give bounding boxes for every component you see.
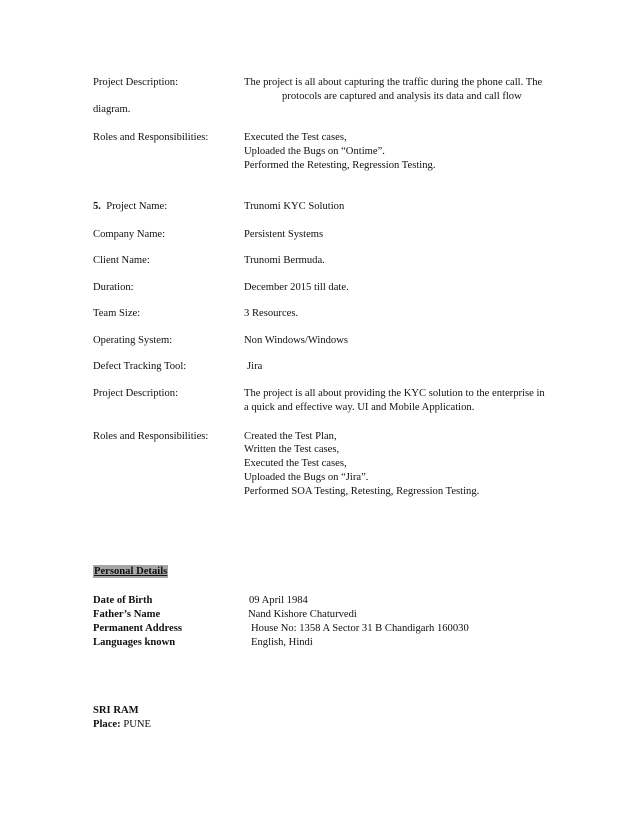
company-name-value: Persistent Systems xyxy=(244,229,324,240)
project4-description-line2: protocols are captured and analysis its data and call flow xyxy=(282,91,522,102)
languages-label: Languages known xyxy=(93,637,176,648)
project-name-label-text: Project Name: xyxy=(106,201,168,212)
duration-label: Duration: xyxy=(93,282,134,293)
personal-details-heading: Personal Details xyxy=(94,566,168,577)
defect-tracking-value: Jira xyxy=(247,361,263,372)
project5-name-label xyxy=(93,200,167,213)
project4-role-item: Performed the Retesting, Regression Testing. xyxy=(244,160,436,171)
project4-description-line3: diagram. xyxy=(93,104,131,115)
operating-system-value: Non Windows/Windows xyxy=(244,335,349,346)
place-value: PUNE xyxy=(123,719,151,730)
project4-role-item: Uploaded the Bugs on “Ontime”. xyxy=(244,146,385,157)
signature-name: SRI RAM xyxy=(93,705,139,716)
client-name-value: Trunomi Bermuda. xyxy=(244,255,325,266)
company-name-label: Company Name: xyxy=(93,229,166,240)
duration-value: December 2015 till date. xyxy=(244,282,349,293)
client-name-label: Client Name: xyxy=(93,255,150,266)
place-label: Place: xyxy=(93,719,121,730)
project5-description-line2: a quick and effective way. UI and Mobile Application. xyxy=(244,402,475,413)
signature-place xyxy=(93,718,151,731)
team-size-label: Team Size: xyxy=(93,308,141,319)
project5-description-label: Project Description: xyxy=(93,388,179,399)
project4-roles-label: Roles and Responsibilities: xyxy=(93,132,209,143)
project5-name-value: Trunomi KYC Solution xyxy=(244,201,345,212)
dob-value: 09 April 1984 xyxy=(249,595,308,606)
project-number: 5. xyxy=(93,201,101,212)
operating-system-label: Operating System: xyxy=(93,335,173,346)
permanent-address-label: Permanent Address xyxy=(93,623,182,634)
team-size-value: 3 Resources. xyxy=(244,308,299,319)
project4-description-label: Project Description: xyxy=(93,77,179,88)
dob-label: Date of Birth xyxy=(93,595,153,606)
father-name-value: Nand Kishore Chaturvedi xyxy=(248,609,357,620)
project5-role-item: Performed SOA Testing, Retesting, Regression Testing. xyxy=(244,486,480,497)
languages-value: English, Hindi xyxy=(251,637,313,648)
permanent-address-value: House No: 1358 A Sector 31 B Chandigarh 160030 xyxy=(251,623,469,634)
project5-roles-label: Roles and Responsibilities: xyxy=(93,431,209,442)
project5-role-item: Written the Test cases, xyxy=(244,444,340,455)
project4-description-line1: The project is all about capturing the traffic during the phone call. The xyxy=(244,77,543,88)
project5-description-line1: The project is all about providing the KYC solution to the enterprise in xyxy=(244,388,545,399)
father-name-label: Father’s Name xyxy=(93,609,161,620)
project5-role-item: Executed the Test cases, xyxy=(244,458,347,469)
project4-role-item: Executed the Test cases, xyxy=(244,132,347,143)
project5-role-item: Uploaded the Bugs on “Jira”. xyxy=(244,472,369,483)
defect-tracking-label: Defect Tracking Tool: xyxy=(93,361,187,372)
project5-role-item: Created the Test Plan, xyxy=(244,431,337,442)
